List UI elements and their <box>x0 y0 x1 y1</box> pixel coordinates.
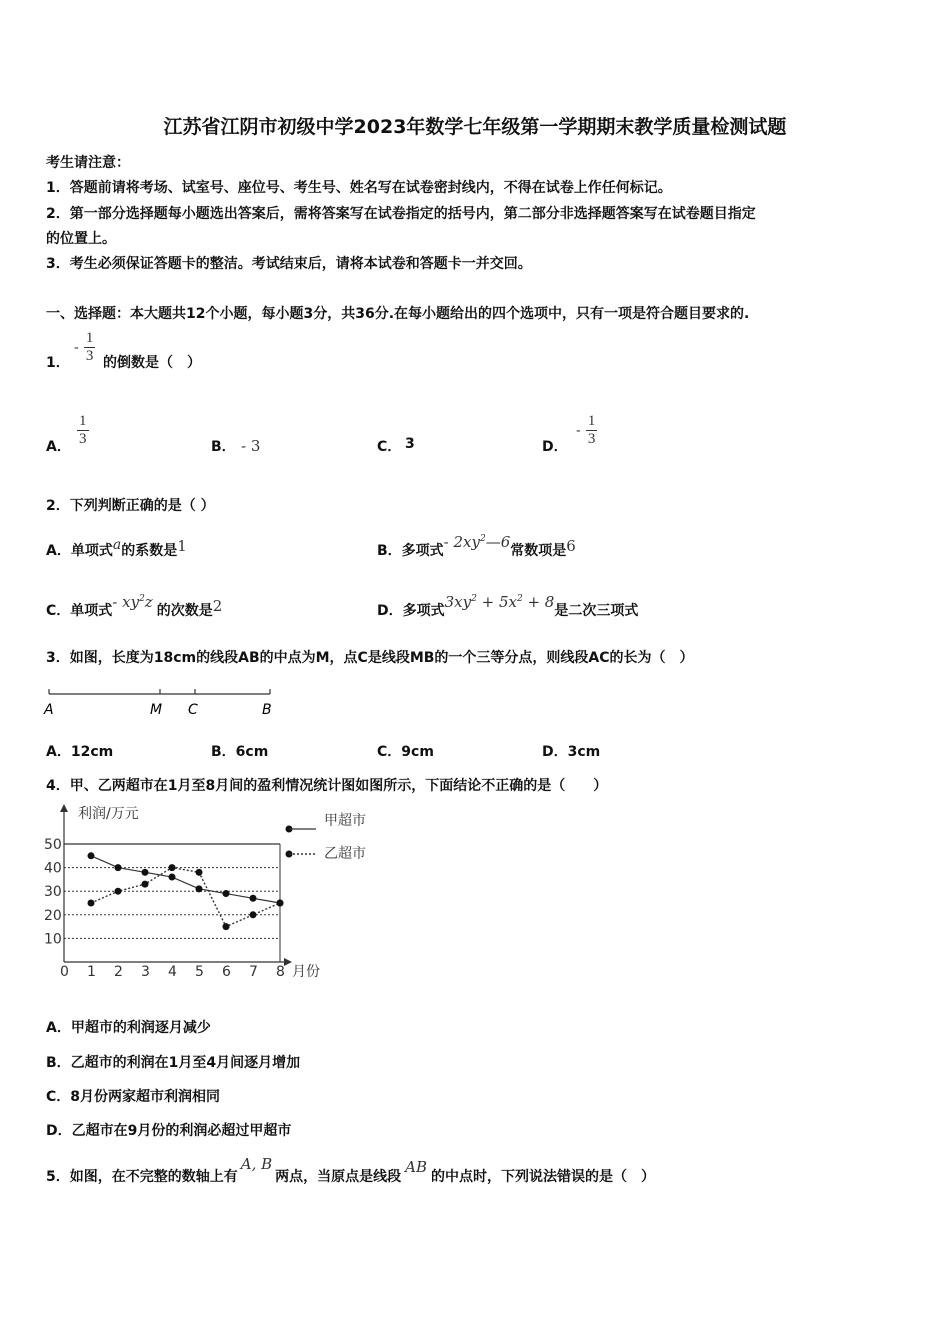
q3-option-c: C．9cm <box>377 744 434 760</box>
point-label-b: B <box>262 702 272 718</box>
y-axis-label: 利润/万元 <box>78 806 139 822</box>
q2-stem: 2．下列判断正确的是（ ） <box>46 498 215 514</box>
x-tick-label: 7 <box>249 964 258 980</box>
q4-option-c: C．8月份两家超市利润相同 <box>46 1089 221 1105</box>
data-point <box>115 888 122 895</box>
q3-option-d: D．3cm <box>542 744 601 760</box>
point-label-a: A <box>44 702 54 718</box>
q4-option-a: A．甲超市的利润逐月减少 <box>46 1020 211 1036</box>
notice-line-2a: 2．第一部分选择题每小题选出答案后，需将答案写在试卷指定的括号内，第二部分非选择题答案写在试卷题目指定 <box>46 206 756 222</box>
data-point <box>142 881 149 888</box>
y-tick-label: 20 <box>44 907 62 924</box>
notice-line-1: 1．答题前请将考场、试室号、座位号、考生号、姓名写在试卷密封线内，不得在试卷上作任何标记。 <box>46 180 672 196</box>
q2-option-b: B．多项式- $2xy^2—6$常数项是6 <box>377 533 576 559</box>
y-tick-label: 30 <box>44 884 62 901</box>
q4-option-b: B．乙超市的利润在1月至4月间逐月增加 <box>46 1055 301 1071</box>
q1-option-d-value: - $\frac{1}{3}$ <box>576 413 596 447</box>
q1-option-c-label: C． <box>377 439 402 455</box>
data-point <box>115 864 122 871</box>
x-tick-label: 3 <box>141 964 150 980</box>
point-label-c: C <box>188 702 198 718</box>
data-point <box>250 911 257 918</box>
data-point <box>169 874 176 881</box>
q4-stem: 4．甲、乙两超市在1月至8月间的盈利情况统计图如图所示，下面结论不正确的是（ ） <box>46 778 608 794</box>
q4-line-chart <box>40 798 400 988</box>
x-tick-label: 6 <box>222 964 231 980</box>
q2-option-d: D．多项式$3xy^2 + 5x^2 + 8$是二次三项式 <box>377 593 639 619</box>
point-label-m: M <box>150 702 163 718</box>
notice-line-2b: 的位置上。 <box>46 231 116 247</box>
legend-label-yi: 乙超市 <box>324 846 366 862</box>
q1-option-d-label: D． <box>542 439 568 455</box>
q3-option-a: A．12cm <box>46 744 114 760</box>
q3-segment-diagram <box>40 684 290 720</box>
q3-option-b: B．6cm <box>211 744 269 760</box>
x-tick-label: 2 <box>114 964 123 980</box>
q1-option-b-label: B． <box>211 439 236 455</box>
q2-option-a: A．单项式a的系数是1 <box>46 537 187 559</box>
x-tick-label: 1 <box>87 964 96 980</box>
data-point <box>223 890 230 897</box>
notice-heading: 考生请注意： <box>46 155 130 171</box>
q1-option-c-value: 3 <box>405 436 415 452</box>
data-point <box>196 885 203 892</box>
x-axis-label: 月份 <box>292 964 320 980</box>
x-tick-label: 8 <box>276 964 285 980</box>
q1-fraction: - $\frac{1}{3}$ <box>74 330 94 364</box>
data-point <box>250 895 257 902</box>
q1-number: 1． <box>46 355 70 371</box>
q2-option-c: C．单项式- $xy^2z$ 的次数是2 <box>46 593 223 619</box>
y-tick-label: 40 <box>44 860 62 877</box>
legend-label-jia: 甲超市 <box>324 813 366 829</box>
data-point <box>277 900 284 907</box>
x-axis-arrow <box>284 958 292 966</box>
exam-title: 江苏省江阴市初级中学2023年数学七年级第一学期期末教学质量检测试题 <box>163 116 787 138</box>
data-point <box>142 869 149 876</box>
q1-option-a-label: A． <box>46 439 71 455</box>
q5-stem: 5．如图，在不完整的数轴上有A, B两点，当原点是线段AB的中点时，下列说法错误的是（ ） <box>46 1155 656 1185</box>
data-point <box>169 864 176 871</box>
q1-option-b-value: - 3 <box>241 437 261 455</box>
q1-option-a-value: $\frac{1}{3}$ <box>79 413 87 447</box>
data-point <box>88 852 95 859</box>
section-heading: 一、选择题：本大题共12个小题，每小题3分，共36分.在每小题给出的四个选项中，只有一项是符合题目要求的. <box>46 306 750 322</box>
data-point <box>88 900 95 907</box>
q4-option-d: D．乙超市在9月份的利润必超过甲超市 <box>46 1123 292 1139</box>
data-point <box>196 869 203 876</box>
data-point <box>223 923 230 930</box>
notice-line-3: 3．考生必须保证答题卡的整洁。考试结束后，请将本试卷和答题卡一并交回。 <box>46 256 532 272</box>
x-tick-label: 5 <box>195 964 204 980</box>
q3-stem: 3．如图，长度为18cm的线段AB的中点为M，点C是线段MB的一个三等分点，则线段AC的长为（ ） <box>46 650 694 666</box>
x-tick-label: 0 <box>60 964 69 980</box>
q1-stem: 的倒数是（ ） <box>103 355 201 371</box>
y-tick-label: 50 <box>44 837 62 853</box>
x-tick-label: 4 <box>168 964 177 980</box>
y-tick-label: 10 <box>44 931 62 948</box>
y-axis-arrow <box>60 804 68 812</box>
